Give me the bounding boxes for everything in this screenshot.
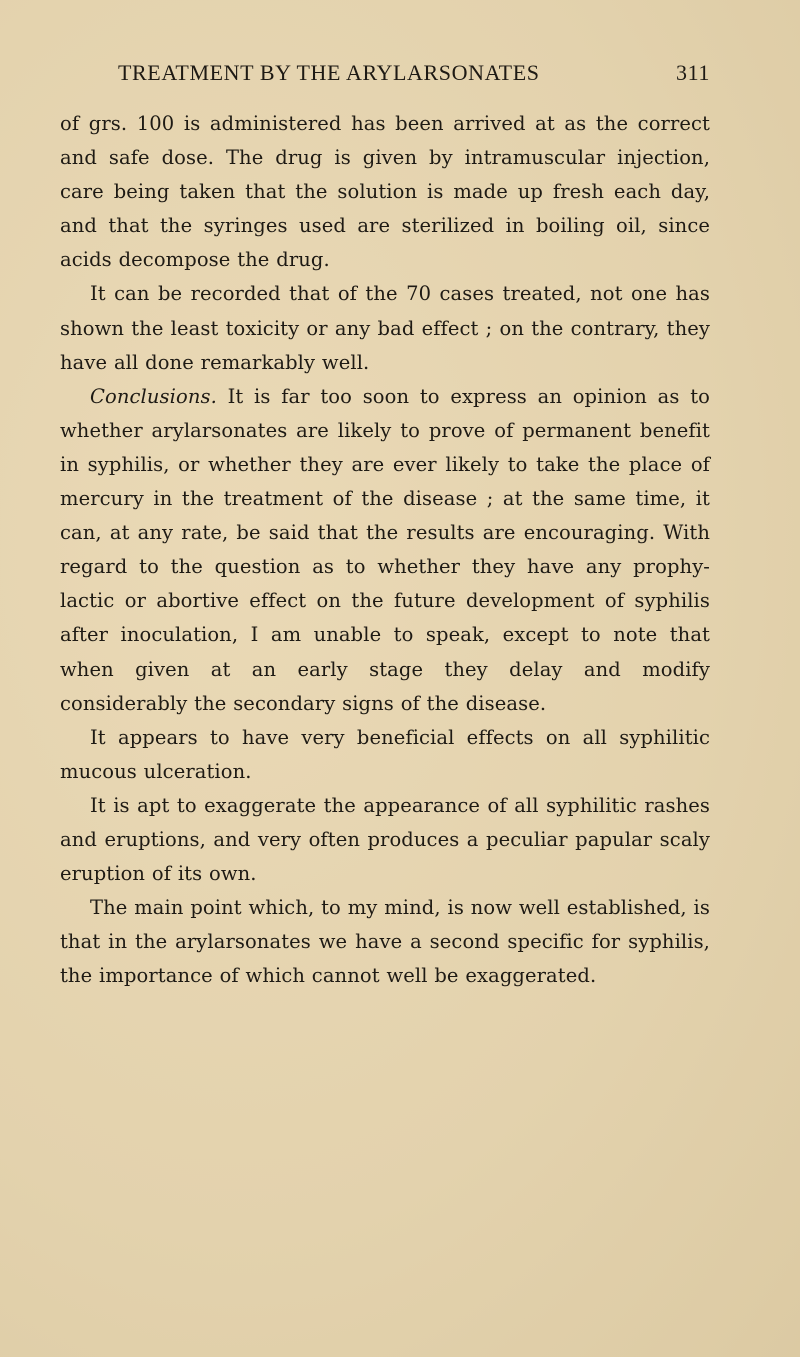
paragraph-text: It appears to have very beneficial effects on all syphilitic mucous ulceration. [60,725,710,783]
paragraph-rashes [60,789,710,891]
paragraph-text: It is apt to exaggerate the appearance of all syphilitic rashes and eruptions, and very often produces a peculiar papular scaly eruption of its own. [60,793,710,886]
paragraph-cases [60,277,710,379]
paragraph-dose [60,107,710,277]
paragraph-text: It is far too soon to express an opinion as to whether arylarsonates are likely to prove of permanent benefit in syphilis, or whether they are ever likely to take the place of mercury in the treatment of the disease ; at the same time, it can, at any rate, be said that the results are encouraging. With regard to the question as to whether they have any prophy-lactic or abortive effect on the future development of syphilis after inoculation, I am unable to speak, except to note that when given at an early stage they delay and modify considerably the secondary signs of the disease. [60,384,710,715]
paragraph-text: It can be recorded that of the 70 cases treated, not one has shown the least toxicity or any bad effect ; on the contrary, they have all done remarkably well. [60,282,710,374]
running-head [118,60,710,86]
body-text [60,107,710,993]
paragraph-main-point [60,891,710,993]
section-lead: Conclusions. [90,384,217,408]
running-title: TREATMENT BY THE ARYLARSONATES [118,60,540,85]
paragraph-conclusions [60,380,710,721]
paragraph-text: of grs. 100 is administered has been arrived at as the correct and safe dose. The drug is given by intramuscular injection, care being taken that the solution is made up fresh each day, and that the syringes used are sterilized in boiling oil, since acids decompose the drug. [60,112,710,272]
paragraph-text: The main point which, to my mind, is now well established, is that in the arylarsonates we have a second specific for syphilis, the importance of which cannot well be exaggerated. [60,896,710,988]
page-number: 311 [676,60,710,85]
paragraph-ulceration [60,721,710,789]
